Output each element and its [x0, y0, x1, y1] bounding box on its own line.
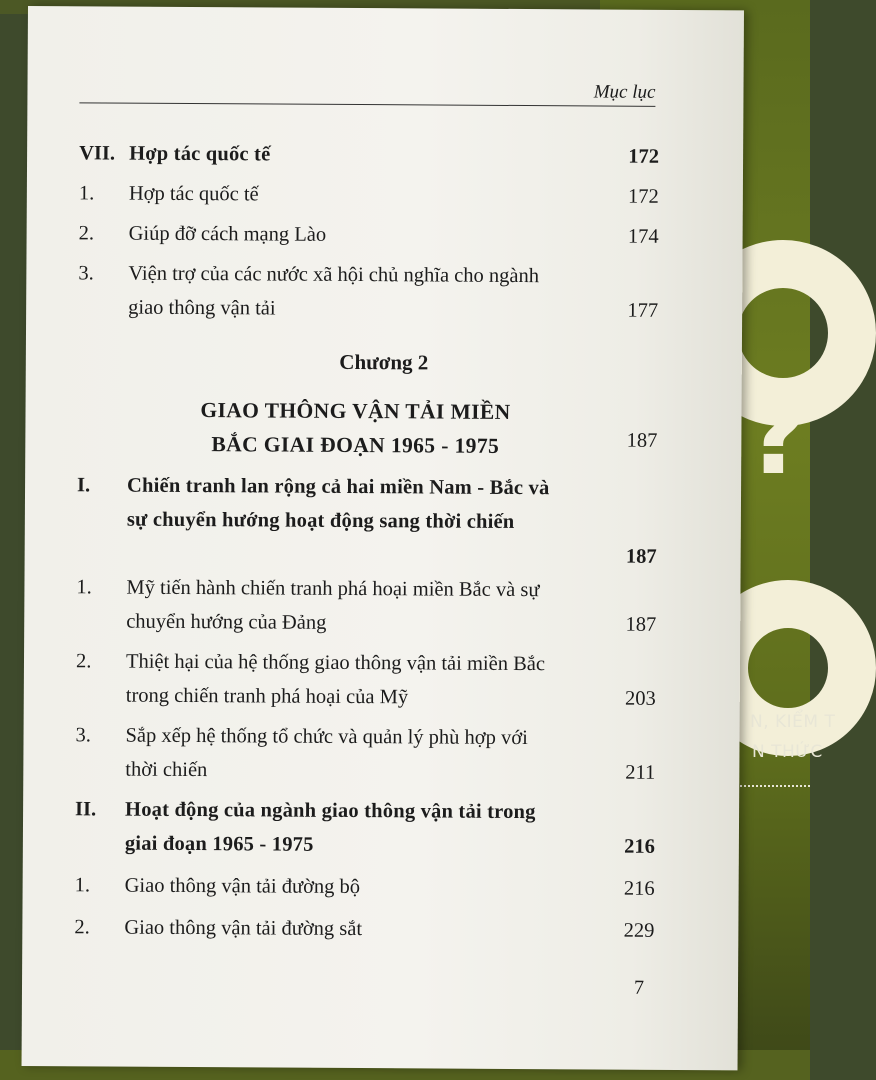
background-cover-text: N THỨC: [752, 742, 823, 762]
entry-title: Giao thông vận tải đường bộ: [124, 874, 361, 899]
entry-page: 211: [625, 761, 656, 784]
entry-title: Sắp xếp hệ thống tổ chức và quản lý phù hợp với thời chiến: [125, 724, 528, 782]
entry-title: Thiệt hại của hệ thống giao thông vận tải miền Bắc trong chiến tranh phá hoại của Mỹ: [125, 650, 546, 709]
entry-title: Hợp tác quốc tế: [128, 182, 259, 206]
entry-page: 203: [624, 687, 656, 710]
entry-number: 3.: [78, 262, 94, 285]
entry-title: Chiến tranh lan rộng cả hai miền Nam - Bắc và sự chuyển hướng hoạt động sang thời chiến: [126, 474, 550, 533]
entry-title: Hoạt động của ngành giao thông vận tải trong giai đoạn 1965 - 1975: [124, 798, 536, 856]
entry-number: VII.: [79, 142, 116, 165]
entry-page: 216: [624, 835, 655, 858]
header-rule: [79, 102, 655, 107]
entry-page: 172: [628, 145, 660, 168]
entry-page: 187: [625, 613, 657, 636]
toc-entry: [75, 868, 655, 906]
entry-number: 2.: [78, 222, 95, 245]
entry-page: 172: [628, 185, 659, 208]
entry-page: 177: [627, 299, 659, 322]
entry-title: Viện trợ của các nước xã hội chủ nghĩa cho ngành giao thông vận tải: [128, 262, 540, 320]
entry-number: 1.: [74, 874, 91, 897]
running-head: Mục lục: [593, 81, 656, 103]
chapter-page: 187: [626, 429, 658, 452]
book-page: [22, 6, 744, 1070]
toc-entry: [79, 216, 659, 254]
background-cover-text: N, KIỂM T: [750, 712, 836, 732]
entry-page: 174: [627, 225, 659, 248]
background-glyph: ?: [745, 371, 809, 499]
toc-entry: [74, 910, 654, 948]
entry-number: 2.: [74, 916, 90, 939]
toc-section-entry: [79, 136, 659, 174]
entry-number: 1.: [78, 182, 95, 205]
entry-page: 229: [623, 919, 655, 942]
toc-entry: [78, 256, 658, 328]
entry-title: Giao thông vận tải đường sắt: [124, 916, 363, 941]
entry-number: II.: [75, 798, 97, 821]
entry-number: 1.: [76, 576, 92, 599]
toc-entry: [76, 570, 656, 642]
page-number: 7: [633, 976, 645, 999]
entry-number: 3.: [75, 724, 91, 747]
entry-number: I.: [77, 474, 91, 497]
entry-page: 216: [623, 877, 655, 900]
toc-section-entry: [77, 468, 658, 574]
background-dotted-line: [740, 785, 810, 787]
entry-title: Mỹ tiến hành chiến tranh phá hoại miền Bắc và sự chuyển hướng của Đảng: [126, 576, 540, 634]
entry-title: Hợp tác quốc tế: [129, 142, 271, 166]
entry-title: Giúp đỡ cách mạng Lào: [128, 222, 327, 246]
toc-section-entry: [75, 792, 655, 864]
toc-entry: [75, 718, 655, 790]
chapter-title: GIAO THÔNG VẬN TẢI MIỀN BẮC GIAI ĐOẠN 1965 - 1975: [200, 398, 511, 458]
entry-number: 2.: [75, 650, 92, 673]
chapter-label: Chương 2: [339, 349, 429, 375]
toc-entry: [76, 644, 656, 716]
entry-page: 187: [625, 545, 657, 568]
toc-entry: [79, 176, 659, 214]
